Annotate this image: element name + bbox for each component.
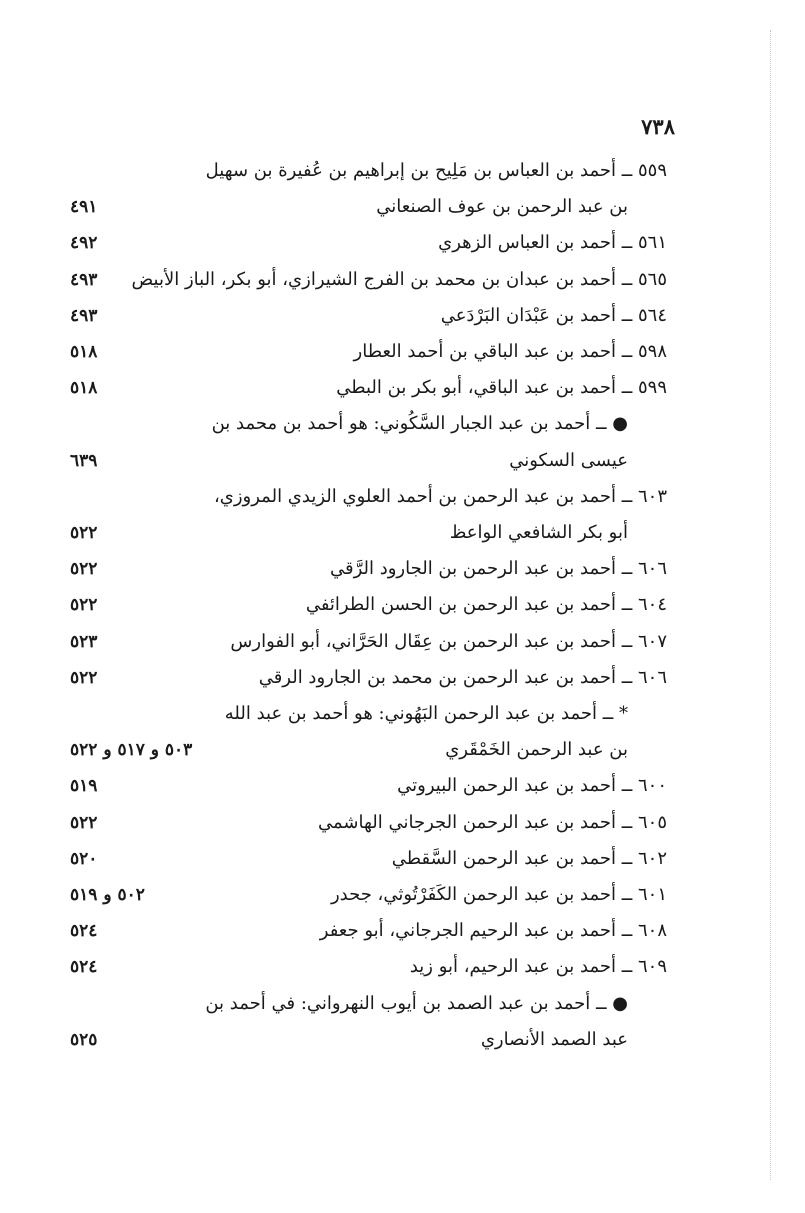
entry-text: ٦٠٦ ــ أحمد بن عبد الرحمن بن محمد بن الجارود الرقي (258, 666, 667, 688)
index-line (70, 551, 690, 587)
entry-text: ٦٠٨ ــ أحمد بن عبد الرحيم الجرجاني، أبو جعفر (319, 920, 667, 942)
entry-text: ٦٠٢ ــ أحمد بن عبد الرحمن السَّقطي (391, 847, 667, 869)
index-line (70, 1022, 690, 1058)
index-line (70, 841, 690, 877)
index-line (70, 479, 690, 515)
index-line (70, 696, 690, 732)
entry-page-ref: ٥١٨ (70, 342, 98, 362)
entry-text: عيسى السكوني (509, 449, 628, 471)
entry-page-ref: ٥٢٤ (70, 957, 98, 978)
index-line (70, 877, 690, 913)
entry-page-ref: ٥٢٢ (70, 559, 98, 580)
entry-text: بن عبد الرحمن بن عوف الصنعاني (376, 196, 628, 218)
entry-page-ref: ٥٢٢ (70, 595, 98, 616)
entry-text: ٦٠٩ ــ أحمد بن عبد الرحيم، أبو زيد (409, 956, 667, 978)
index-line (70, 587, 690, 623)
entry-page-ref: ٥٢٢ (70, 667, 98, 688)
index-line (70, 805, 690, 841)
index-line (70, 406, 690, 442)
entry-text: ● ــ أحمد بن عبد الصمد بن أيوب النهرواني: في أحمد بن (205, 992, 628, 1014)
index-line (70, 732, 690, 768)
entry-text: ٥٦٤ ــ أحمد بن عَبْدَان البَرْدَعي (440, 304, 667, 326)
entry-page-ref: ٥٢٠ (70, 848, 98, 869)
index-line (70, 262, 690, 298)
index-line (70, 298, 690, 334)
index-line (70, 153, 690, 189)
entry-page-ref: ٤٩٣ (70, 269, 98, 290)
entry-page-ref: ٤٩٣ (70, 305, 98, 326)
entry-text: عبد الصمد الأنصاري (480, 1028, 628, 1050)
index-line (70, 370, 690, 406)
entry-text: ٥٩٨ ــ أحمد بن عبد الباقي بن أحمد العطار (353, 341, 667, 362)
entry-text: ٥٦١ ــ أحمد بن العباس الزهري (438, 232, 667, 254)
entry-page-ref: ٥٢٥ (70, 1029, 98, 1050)
index-line (70, 660, 690, 696)
entry-text: ٦٠٧ ــ أحمد بن عبد الرحمن بن عِقَال الحَرَّاني، أبو الفوارس (230, 630, 667, 652)
entry-page-ref: ٥٠٢ و ٥١٩ (70, 885, 145, 905)
entry-text: ٦٠٤ ــ أحمد بن عبد الرحمن بن الحسن الطرائفي (305, 594, 667, 616)
index-line (70, 443, 690, 479)
index-line (70, 949, 690, 985)
entry-text: ٦٠٥ ــ أحمد بن عبد الرحمن الجرجاني الهاشمي (318, 811, 667, 833)
entry-page-ref: ٥٢٤ (70, 921, 98, 942)
entry-text: أبو بكر الشافعي الواعظ (449, 522, 628, 543)
entry-text: بن عبد الرحمن الخَمْقَري (445, 739, 628, 761)
entry-page-ref: ٥٠٣ و ٥١٧ و ٥٢٢ (70, 740, 193, 761)
entry-page-ref: ٥١٨ (70, 378, 98, 399)
index-line (70, 768, 690, 804)
entry-text: ٦٠٦ ــ أحمد بن عبد الرحمن بن الجارود الرَّقي (329, 558, 667, 580)
entry-text: ٦٠٣ ــ أحمد بن عبد الرحمن بن أحمد العلوي الزيدي المروزي، (213, 485, 667, 507)
index-line (70, 515, 690, 551)
entry-text: ٥٦٥ ــ أحمد بن عبدان بن محمد بن الفرج الشيرازي، أبو بكر، الباز الأبيض (131, 268, 667, 290)
entry-text: * ــ أحمد بن عبد الرحمن البَهُوني: هو أحمد بن عبد الله (224, 703, 628, 724)
page-edge-divider (770, 30, 771, 1180)
entry-page-ref: ٥٢٢ (70, 523, 98, 543)
index-line (70, 624, 690, 660)
entry-text: ٥٩٩ ــ أحمد بن عبد الباقي، أبو بكر بن البطي (336, 377, 667, 399)
entry-page-ref: ٥٢٣ (70, 631, 98, 652)
index-line (70, 913, 690, 949)
index-line (70, 334, 690, 370)
entry-text: ٦٠١ ــ أحمد بن عبد الرحمن الكَفَرْتُوثي، جحدر (330, 884, 667, 905)
entry-text: ٥٥٩ ــ أحمد بن العباس بن مَلِيح بن إبراهيم بن عُفيرة بن سهيل (205, 160, 667, 181)
index-line (70, 189, 690, 225)
page-number: ٧٣٨ (641, 114, 675, 139)
entry-page-ref: ٤٩٢ (70, 233, 98, 254)
index-line (70, 986, 690, 1022)
index-line (70, 225, 690, 261)
entry-page-ref: ٥١٩ (70, 776, 98, 797)
entry-text: ● ــ أحمد بن عبد الجبار السَّكُوني: هو أحمد بن محمد بن (211, 413, 628, 435)
entry-page-ref: ٥٢٢ (70, 812, 98, 833)
entry-page-ref: ٤٩١ (70, 197, 98, 218)
entry-text: ٦٠٠ ــ أحمد بن عبد الرحمن البيروتي (397, 775, 667, 797)
entry-page-ref: ٦٣٩ (70, 450, 98, 471)
